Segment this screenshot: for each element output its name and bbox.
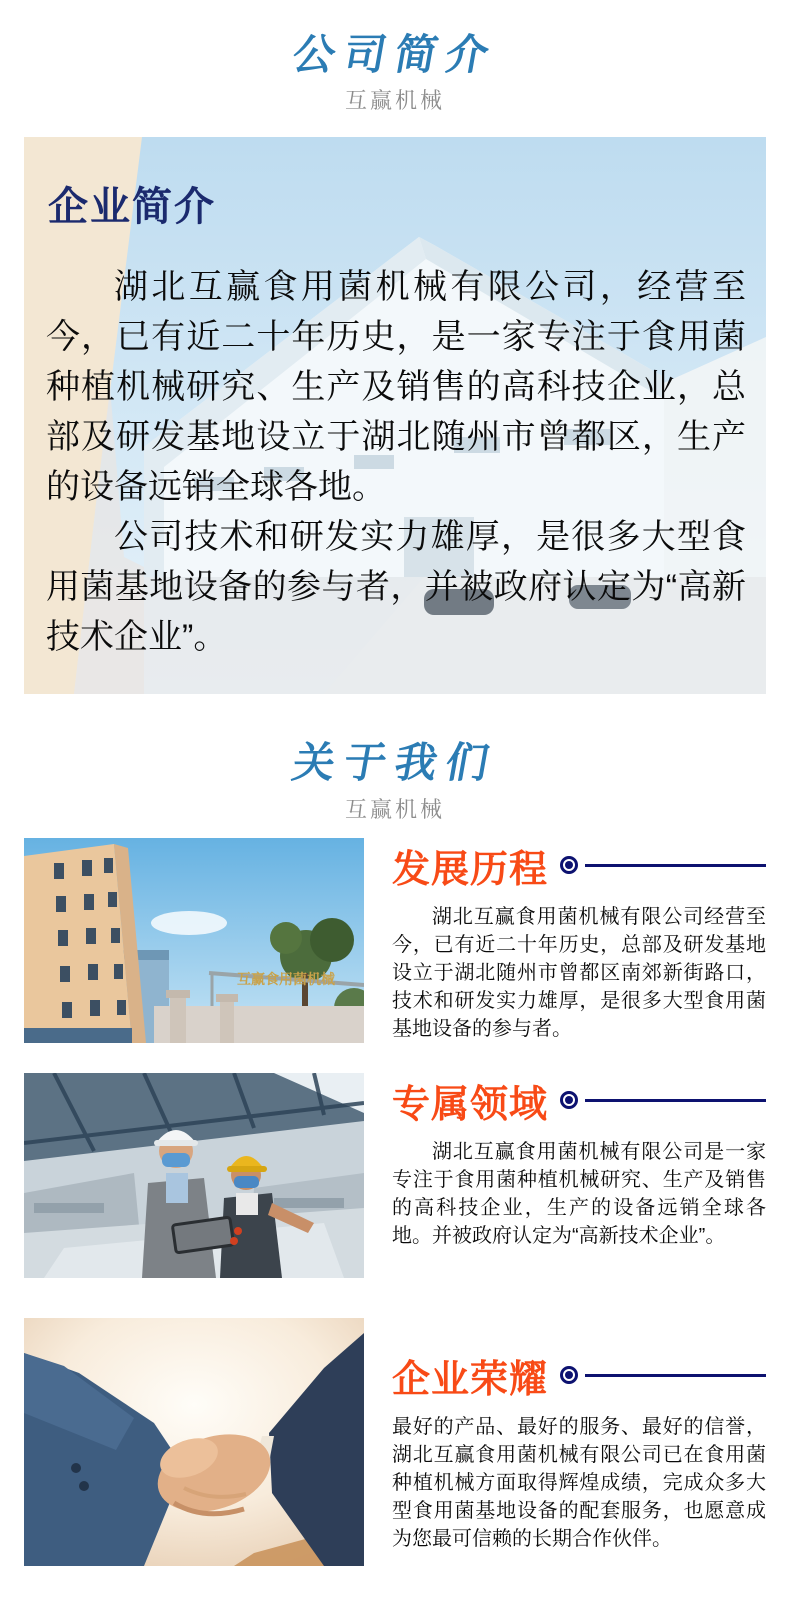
section-text: 最好的产品、最好的服务、最好的信誉，湖北互赢食用菌机械有限公司已在食用菌种植机械方面取得辉煌成绩，完成众多大型食用菌基地设备的配套服务，也愿意成为您最可信赖的长期合作伙伴。 [392,1415,766,1550]
about-header [0,738,790,823]
gate-sign-text: 互赢食用菌机械 [237,970,335,987]
hero-heading: 企业简介 [48,185,216,230]
section-title-row [392,1073,766,1128]
tan-building [24,844,146,1043]
section-title-row [392,838,766,893]
hero-paragraph-2: 公司技术和研发实力雄厚，是很多大型食用菌基地设备的参与者，并被政府认定为“高新技术企业”。 [46,518,746,657]
hero-paragraph-1: 湖北互赢食用菌机械有限公司，经营至今，已有近二十年历史，是一家专注于食用菌种植机械研究、生产及销售的高科技企业，总部及研发基地设立于湖北随州市曾都区，生产的设备远销全球各地。 [46,268,746,507]
handshake-photo-art [24,1318,364,1566]
about-subtitle: 互赢机械 [344,796,445,822]
section-exclusive-field [24,1073,766,1278]
timeline-dot-icon [560,1091,578,1109]
section-title: 发展历程 [392,848,549,891]
timeline-dot-icon [560,1366,578,1384]
section-development-history [24,838,766,1043]
page-subtitle: 互赢机械 [344,88,445,114]
section-text: 湖北互赢食用菌机械有限公司经营至今，已有近二十年历史，总部及研发基地设立于湖北随州市曾都区南郊新街路口，技术和研发实力雄厚，是很多大型食用菌基地设备的参与者。 [392,905,766,1040]
company-intro-hero [24,137,766,694]
factory-gate-photo-art [24,838,364,1043]
title-rule-line [585,864,766,867]
page-title: 公司简介 [288,31,502,78]
section-enterprise-glory [24,1318,766,1566]
workers-inspection-photo [24,1073,364,1278]
page-header [0,0,790,115]
section-text: 湖北互赢食用菌机械有限公司是一家专注于食用菌种植机械研究、生产及销售的高科技企业，生产的设备远销全球各地。并被政府认定为“高新技术企业”。 [392,1140,766,1247]
handshake-photo [24,1318,364,1566]
workers-inspection-photo-art [24,1073,364,1278]
section-content [392,1073,766,1250]
section-title: 专属领域 [392,1083,549,1126]
section-title: 企业荣耀 [392,1358,549,1401]
factory-gate-photo [24,838,364,1043]
section-content [392,1318,766,1553]
about-title: 关于我们 [288,739,502,787]
timeline-dot-icon [560,856,578,874]
section-content [392,838,766,1043]
section-title-row [392,1348,766,1403]
title-rule-line [585,1374,766,1377]
hero-content [24,137,766,662]
title-rule-line [585,1099,766,1102]
